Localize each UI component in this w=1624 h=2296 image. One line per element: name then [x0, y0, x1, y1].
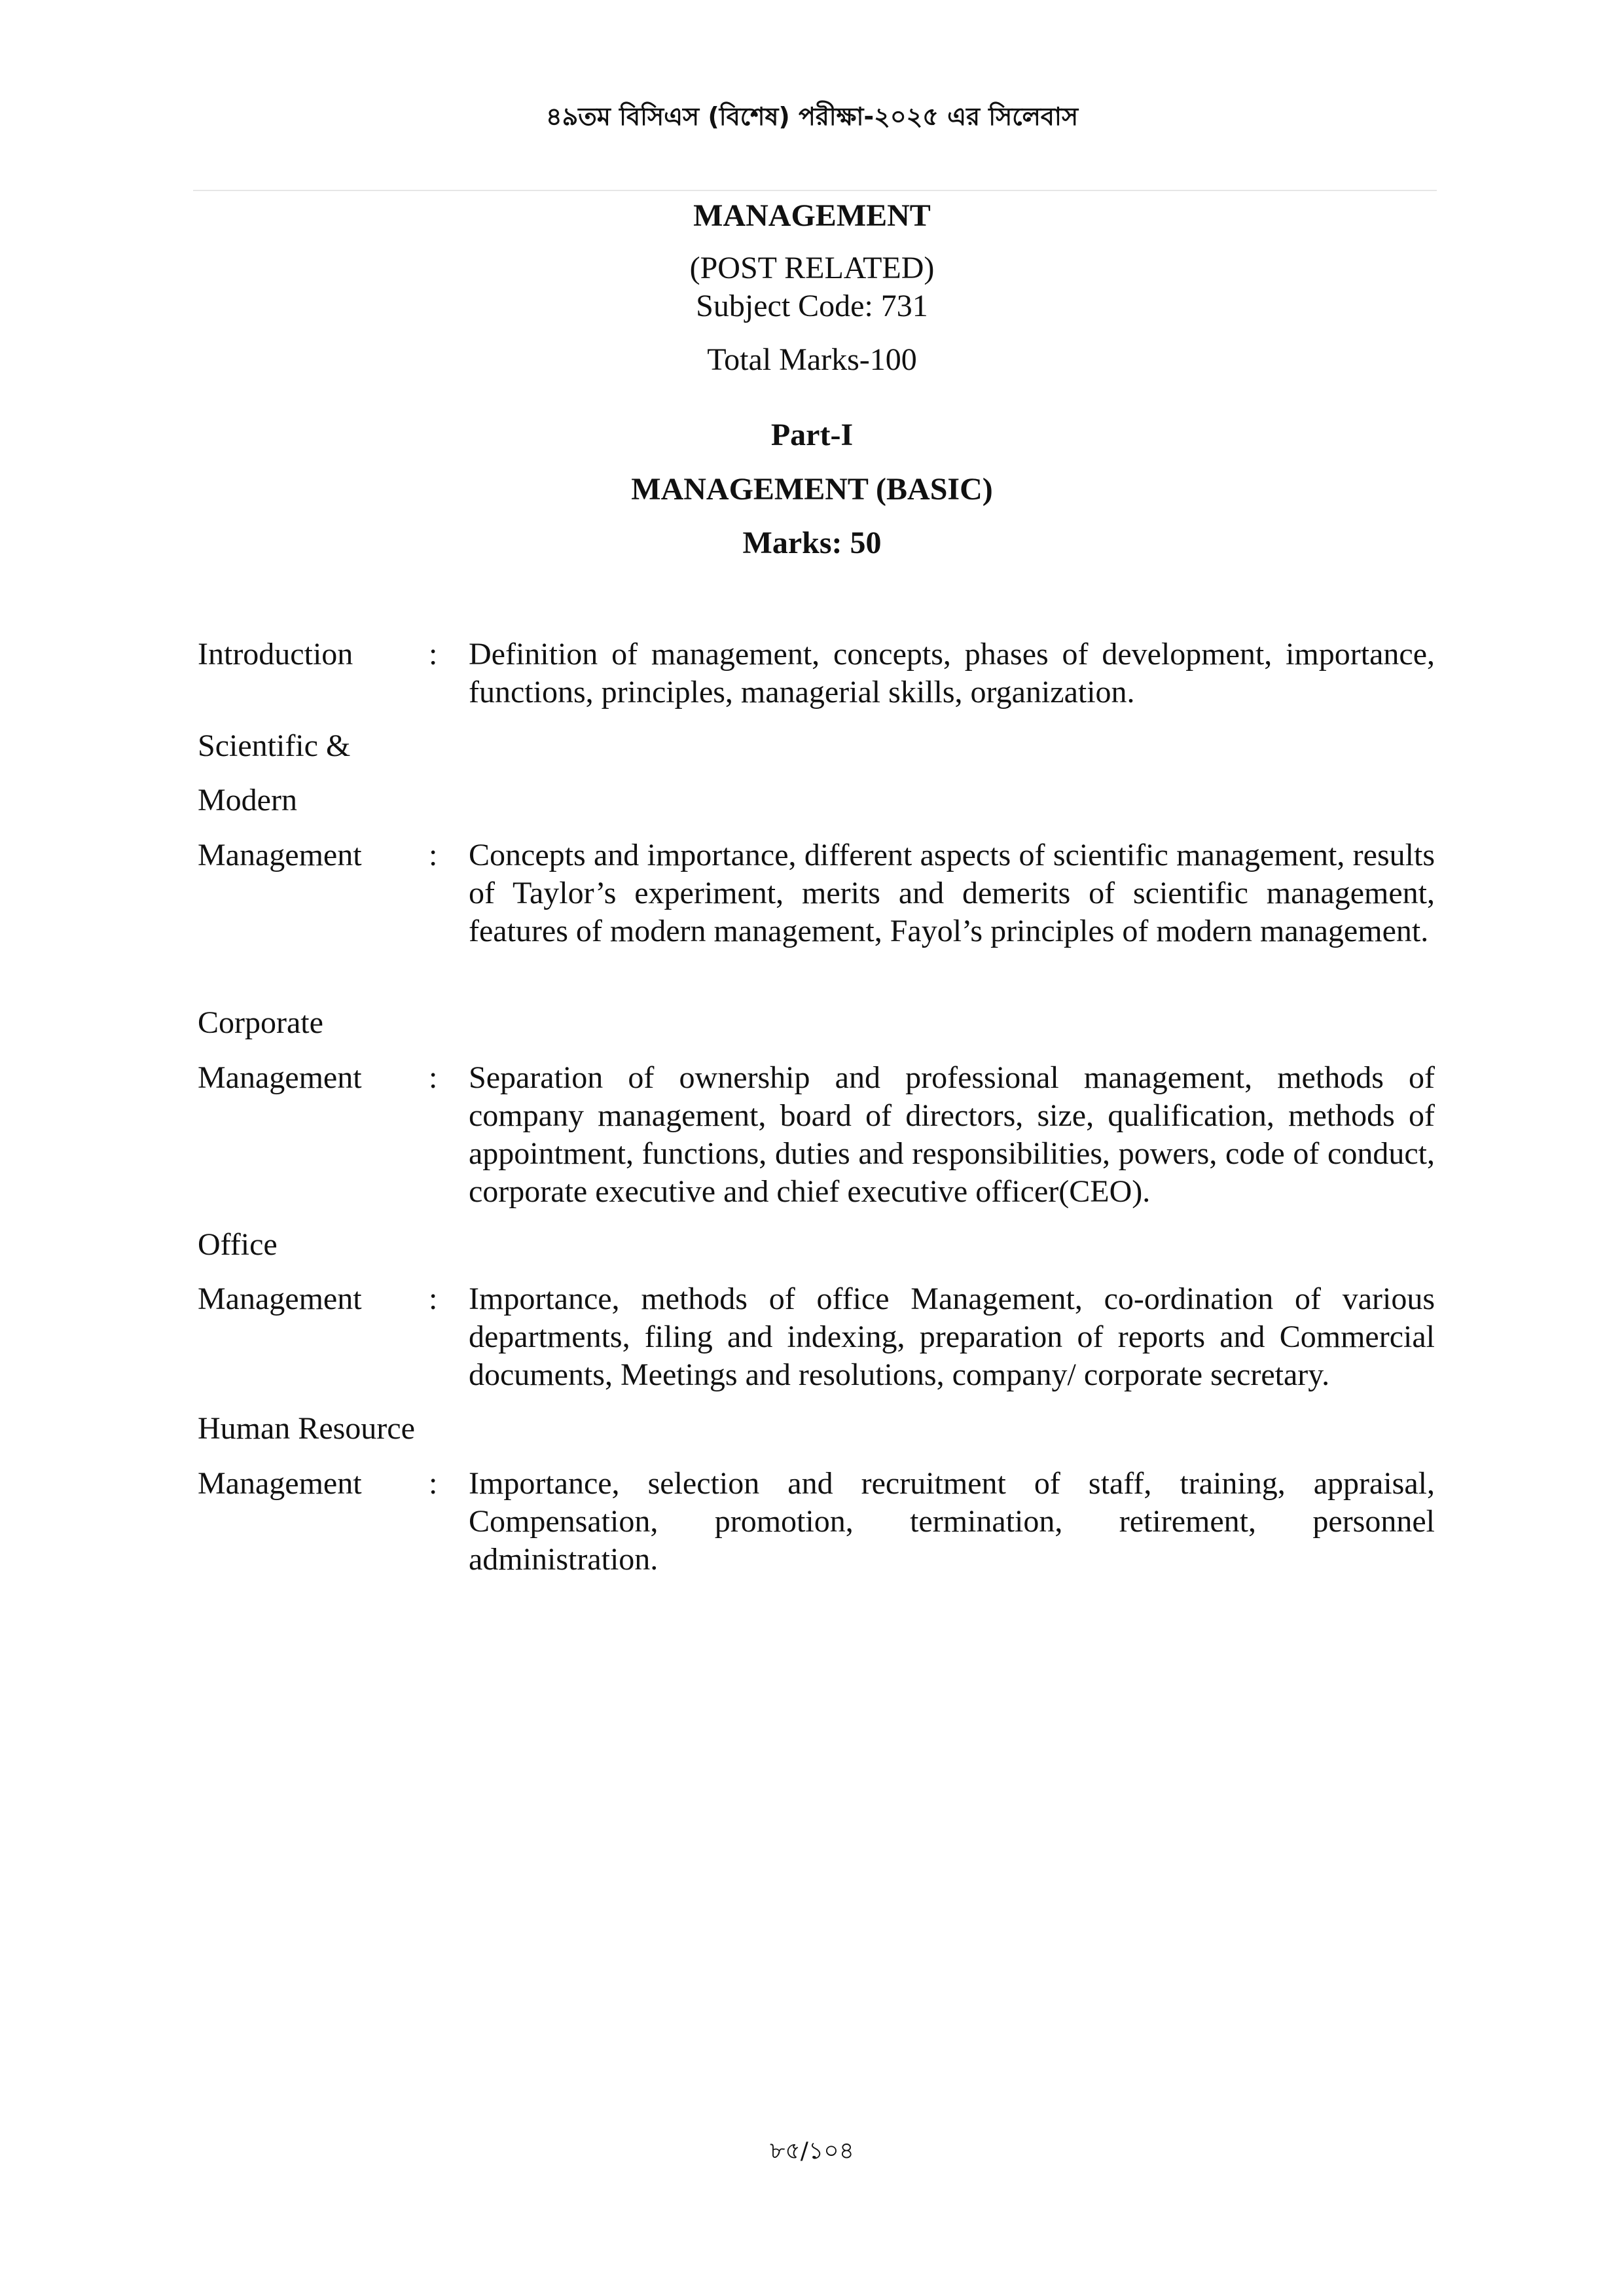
row-colon: :: [429, 637, 438, 672]
row-colon: :: [429, 1466, 438, 1501]
row-colon: :: [429, 1060, 438, 1095]
row-description: Separation of ownership and professional management, methods of company management, board of directors, size, qualification, methods of appointment, functions, duties and responsibilities, powers, code of conduct, corporate executive and chief executive officer(CEO).: [469, 1060, 1435, 1209]
row-label: Introduction: [198, 637, 353, 672]
subject-title: MANAGEMENT: [693, 198, 931, 233]
total-marks: Total Marks-100: [707, 342, 917, 377]
row-label: Scientific &: [198, 728, 351, 763]
row-description: Concepts and importance, different aspects of scientific management, results of Taylor’s experiment, merits and demerits of scientific management, features of modern management, Fayol’s principles of modern management.: [469, 838, 1435, 948]
row-label: Management: [198, 838, 362, 872]
part-marks: Marks: 50: [742, 526, 882, 560]
subject-category: (POST RELATED): [689, 251, 935, 285]
row-description: Definition of management, concepts, phases of development, importance, functions, principles, managerial skills, organization.: [469, 637, 1435, 709]
row-label: Corporate: [198, 1005, 323, 1040]
running-header-title: ৪৯তম বিসিএস (বিশেষ) পরীক্ষা-২০২৫ এর সিলেবাস: [545, 102, 1079, 131]
page-number: ৮৫/১০৪: [770, 2138, 854, 2164]
row-colon: :: [429, 838, 438, 872]
row-label: Office: [198, 1227, 278, 1262]
row-label: Modern: [198, 783, 297, 817]
header-divider: [193, 190, 1437, 191]
row-label: Human Resource: [198, 1411, 415, 1446]
subject-code: Subject Code: 731: [696, 289, 928, 323]
row-label: Management: [198, 1282, 362, 1316]
row-colon: :: [429, 1282, 438, 1316]
part-title: MANAGEMENT (BASIC): [631, 472, 993, 507]
row-description: Importance, methods of office Management, co-ordination of various departments, filing and indexing, preparation of reports and Commercial documents, Meetings and resolutions, company/ corporate secretary.: [469, 1282, 1435, 1392]
part-heading: Part-I: [770, 418, 854, 452]
row-description: Importance, selection and recruitment of staff, training, appraisal, Compensation, promotion, termination, retirement, personnel administration.: [469, 1466, 1435, 1577]
row-label: Management: [198, 1060, 362, 1095]
row-label: Management: [198, 1466, 362, 1501]
